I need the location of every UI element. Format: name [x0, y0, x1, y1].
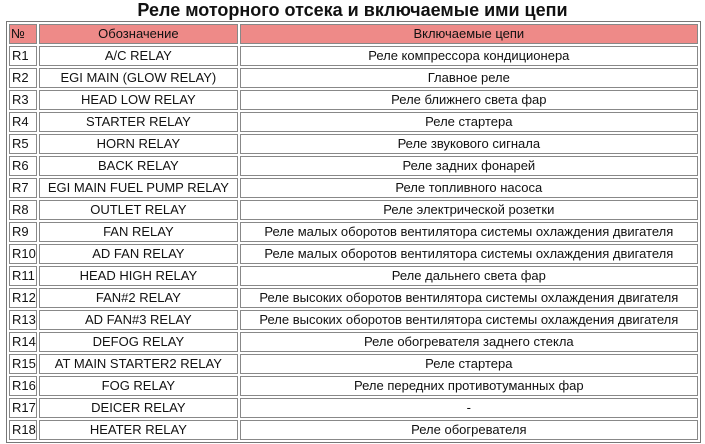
table-row [9, 354, 698, 374]
relay-number: R2 [9, 68, 37, 88]
table-row [9, 332, 698, 352]
header-number: № [9, 24, 37, 44]
relay-circuit: Реле электрической розетки [240, 200, 698, 220]
relay-designation: FOG RELAY [39, 376, 238, 396]
table-row [9, 244, 698, 264]
relay-number: R8 [9, 200, 37, 220]
table-row [9, 222, 698, 242]
relay-number: R12 [9, 288, 37, 308]
relay-circuit: Реле высоких оборотов вентилятора системы охлаждения двигателя [240, 310, 698, 330]
table-row [9, 134, 698, 154]
relay-circuit: Реле топливного насоса [240, 178, 698, 198]
relay-number: R9 [9, 222, 37, 242]
relay-designation: STARTER RELAY [39, 112, 238, 132]
relay-designation: EGI MAIN (GLOW RELAY) [39, 68, 238, 88]
table-row [9, 420, 698, 440]
relay-circuit: Реле ближнего света фар [240, 90, 698, 110]
relay-circuit: Реле малых оборотов вентилятора системы охлаждения двигателя [240, 244, 698, 264]
relay-circuit: Реле обогревателя [240, 420, 698, 440]
relay-designation: BACK RELAY [39, 156, 238, 176]
relay-circuit: Реле задних фонарей [240, 156, 698, 176]
relay-designation: FAN#2 RELAY [39, 288, 238, 308]
table-row [9, 376, 698, 396]
relay-number: R11 [9, 266, 37, 286]
relay-circuit: Главное реле [240, 68, 698, 88]
relay-designation: DEFOG RELAY [39, 332, 238, 352]
table-header [9, 24, 698, 44]
relay-number: R6 [9, 156, 37, 176]
relay-designation: A/C RELAY [39, 46, 238, 66]
relay-circuit: Реле компрессора кондиционера [240, 46, 698, 66]
relay-circuit: - [240, 398, 698, 418]
header-circuits: Включаемые цепи [240, 24, 698, 44]
relay-number: R16 [9, 376, 37, 396]
table-body [9, 46, 698, 440]
relay-number: R15 [9, 354, 37, 374]
relay-number: R14 [9, 332, 37, 352]
relay-number: R5 [9, 134, 37, 154]
relay-designation: AD FAN RELAY [39, 244, 238, 264]
relay-number: R13 [9, 310, 37, 330]
table-row [9, 288, 698, 308]
page-title: Реле моторного отсека и включаемые ими цепи [137, 0, 568, 20]
table-row [9, 90, 698, 110]
table-row [9, 398, 698, 418]
relay-table [6, 21, 701, 443]
relay-number: R17 [9, 398, 37, 418]
header-row [9, 24, 698, 44]
relay-circuit: Реле малых оборотов вентилятора системы охлаждения двигателя [240, 222, 698, 242]
relay-circuit: Реле стартера [240, 112, 698, 132]
relay-designation: HORN RELAY [39, 134, 238, 154]
relay-circuit: Реле передних противотуманных фар [240, 376, 698, 396]
table-row [9, 178, 698, 198]
relay-number: R18 [9, 420, 37, 440]
relay-circuit: Реле стартера [240, 354, 698, 374]
relay-number: R4 [9, 112, 37, 132]
table-row [9, 112, 698, 132]
table-row [9, 46, 698, 66]
table-row [9, 200, 698, 220]
relay-designation: FAN RELAY [39, 222, 238, 242]
relay-designation: EGI MAIN FUEL PUMP RELAY [39, 178, 238, 198]
table-row [9, 156, 698, 176]
relay-designation: HEAD LOW RELAY [39, 90, 238, 110]
relay-designation: AT MAIN STARTER2 RELAY [39, 354, 238, 374]
relay-number: R10 [9, 244, 37, 264]
relay-number: R7 [9, 178, 37, 198]
relay-circuit: Реле обогревателя заднего стекла [240, 332, 698, 352]
relay-circuit: Реле высоких оборотов вентилятора системы охлаждения двигателя [240, 288, 698, 308]
relay-designation: OUTLET RELAY [39, 200, 238, 220]
table-row [9, 310, 698, 330]
relay-designation: DEICER RELAY [39, 398, 238, 418]
relay-circuit: Реле звукового сигнала [240, 134, 698, 154]
table-row [9, 68, 698, 88]
relay-number: R1 [9, 46, 37, 66]
relay-designation: HEATER RELAY [39, 420, 238, 440]
header-designation: Обозначение [39, 24, 238, 44]
table-row [9, 266, 698, 286]
relay-circuit: Реле дальнего света фар [240, 266, 698, 286]
relay-designation: HEAD HIGH RELAY [39, 266, 238, 286]
relay-number: R3 [9, 90, 37, 110]
relay-designation: AD FAN#3 RELAY [39, 310, 238, 330]
